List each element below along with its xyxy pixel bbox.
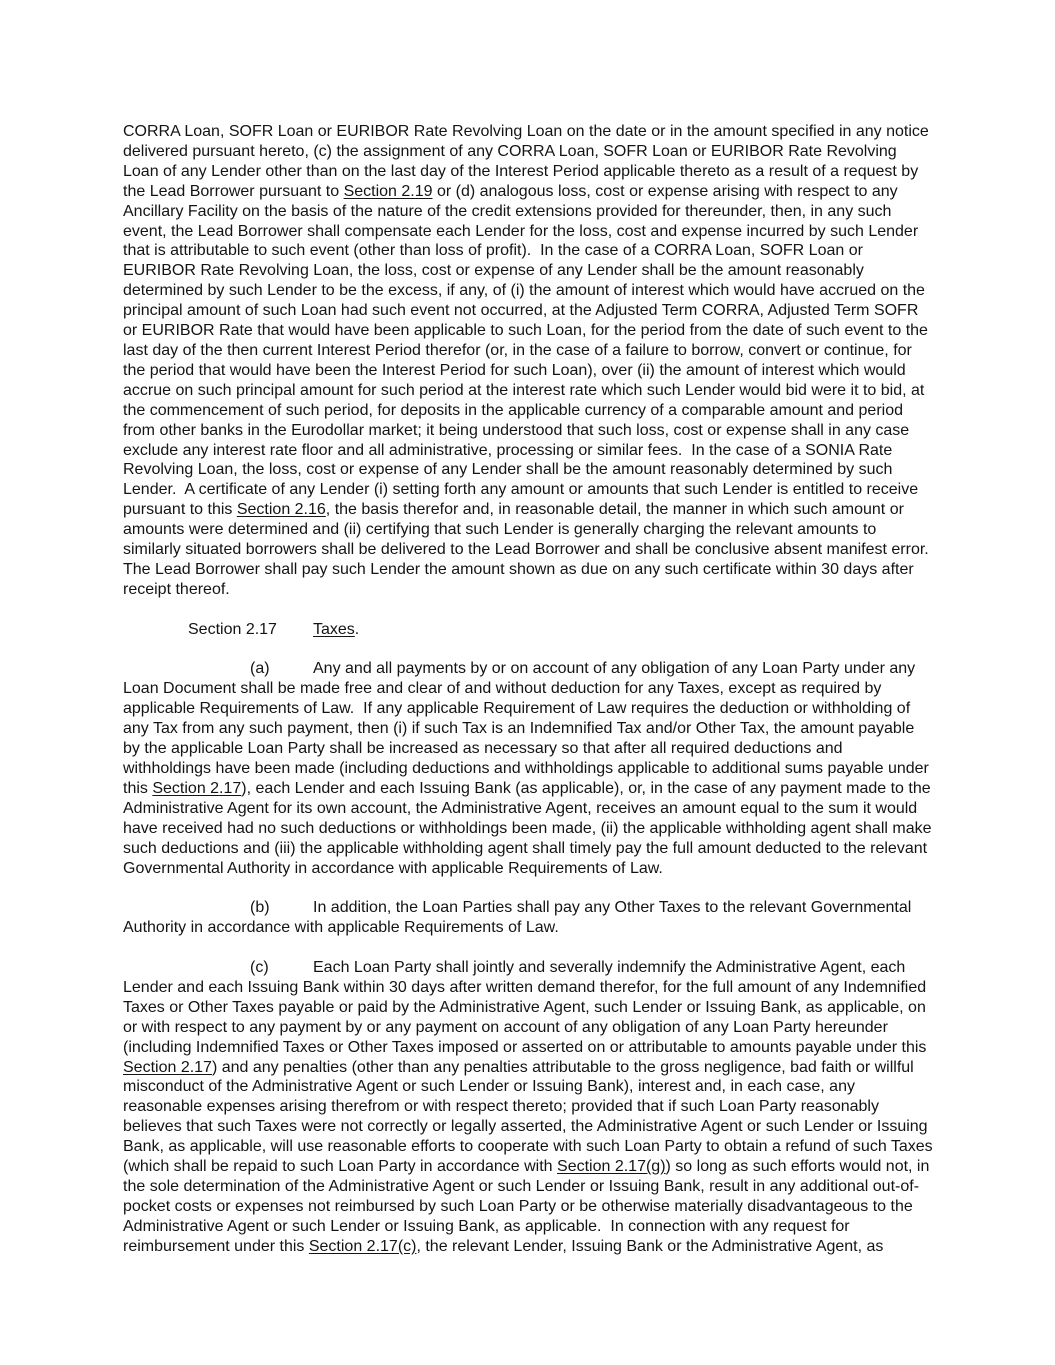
section-reference: Section 2.19	[343, 182, 433, 200]
paragraph-continuation	[123, 122, 938, 600]
paragraph-a	[123, 659, 936, 878]
paragraph-b	[123, 898, 933, 938]
section-title: Taxes	[313, 620, 355, 638]
section-reference: Section 2.17(c)	[308, 1237, 417, 1255]
text-run: , the basis therefor and, in reasonable detail, the manner in which such amount or amounts were determined and (ii) certifying that such Lender is generally charging the relevant amounts to similarly situated borrowers shall be delivered to the Lead Borrower and shall be conclusive absent manifest error. The Lead Borrower shall pay such Lender the amount shown as due on any such certificate within 30 days after receipt thereof.	[123, 501, 938, 598]
section-title-period: .	[354, 620, 360, 638]
paragraph-label-a: (a)	[250, 660, 270, 678]
paragraph-text	[123, 959, 937, 1255]
paragraph-text	[123, 123, 937, 598]
text-run: ) so long as such efforts would not, in the sole determination of the Administrative Agent or such Lender or Issuing Bank, result in any additional out-of-pocket costs or expenses not reimbursed by such Loan Party or be otherwise materially disadvantageous to the Administrative Agent or such Lender or Issuing Bank, as applicable. In connection with any request for reimbursement under this	[123, 1158, 934, 1255]
section-number: Section 2.17	[188, 620, 277, 638]
section-reference: Section 2.17	[123, 1058, 212, 1076]
text-run: , the relevant Lender, Issuing Bank or the Administrative Agent, as	[416, 1237, 884, 1255]
paragraph-label-b: (b)	[250, 899, 270, 917]
text-run: In addition, the Loan Parties shall pay any Other Taxes to the relevant Governmental Authority in accordance with applicable Requirements of Law.	[123, 899, 915, 937]
text-run: Any and all payments by or on account of any obligation of any Loan Party under any Loan Document shall be made free and clear of and without deduction for any Taxes, except as required by applicable Requirements of Law. If any applicable Requirement of Law requires the deduction or withholding of any Tax from any such payment, then (i) if such Tax is an Indemnified Tax and/or Other Tax, the amount payable by the applicable Loan Party shall be increased as necessary so that after all required deductions and withholdings have been made (including deductions and withholdings applicable to additional sums payable under this	[123, 660, 934, 797]
text-run: ) and any penalties (other than any penalties attributable to the gross negligence, bad faith or willful misconduct of the Administrative Agent or such Lender or Issuing Bank), interest and, in each case, any reasonable expenses arising therefrom or with respect thereto; provided that if such Loan Party reasonably believes that such Taxes were not correctly or legally asserted, the Administrative Agent or such Lender or Issuing Bank, as applicable, will use reasonable efforts to cooperate with such Loan Party to obtain a refund of such Taxes (which shall be repaid to such Loan Party in accordance with	[123, 1058, 938, 1176]
text-run: ), each Lender and each Issuing Bank (as applicable), or, in the case of any payment made to the Administrative Agent for its own account, the Administrative Agent, receives an amount equal to the sum it would have received had no such deductions or withholdings been made, (ii) the applicable withholding agent shall make such deductions and (iii) the applicable withholding agent shall timely pay the full amount deducted to the relevant Governmental Authority in accordance with applicable Requirements of Law.	[123, 779, 936, 877]
section-reference: Section 2.17(g)	[557, 1158, 666, 1176]
paragraph-text	[123, 899, 915, 936]
paragraph-c	[123, 958, 938, 1257]
section-reference: Section 2.16	[236, 501, 326, 519]
text-run: Each Loan Party shall jointly and severally indemnify the Administrative Agent, each Lender and each Issuing Bank within 30 days after written demand therefor, for the full amount of any Indemnified Taxes or Other Taxes payable or paid by the Administrative Agent, such Lender or Issuing Bank, as applicable, on or with respect to any payment by or any payment on account of any obligation of any Loan Party hereunder (including Indemnified Taxes or Other Taxes imposed or asserted on or attributable to amounts payable under this	[123, 959, 931, 1056]
section-heading	[188, 620, 933, 640]
paragraph-label-c: (c)	[250, 959, 269, 976]
text-run: CORRA Loan, SOFR Loan or EURIBOR Rate Revolving Loan on the date or in the amount specified in any notice delivered pursuant hereto, (c) the assignment of any CORRA Loan, SOFR Loan or EURIBOR Rate Revolving Loan of any Lender other than on the last day of the Interest Period applicable thereto as a result of a request by the Lead Borrower pursuant to	[123, 123, 934, 200]
paragraph-text	[123, 660, 936, 876]
section-reference: Section 2.17	[152, 779, 242, 797]
text-run: or (d) analogous loss, cost or expense arising with respect to any Ancillary Facility on the basis of the nature of the credit extensions provided for thereunder, then, in any such event, the Lead Borrower shall compensate each Lender for the loss, cost and expense incurred by such Lender that is attributable to such event (other than loss of profit). In the case of a CORRA Loan, SOFR Loan or EURIBOR Rate Revolving Loan, the loss, cost or expense of any Lender shall be the amount reasonably determined by such Lender to be the excess, if any, of (i) the amount of interest which would have accrued on the principal amount of such Loan had such event not occurred, at the Adjusted Term CORRA, Adjusted Term SOFR or EURIBOR Rate that would have been applicable to such Loan, for the period from the date of such event to the last day of the then current Interest Period therefor (or, in the case of a failure to borrow, convert or continue, for the period that would have been the Interest Period for such Loan), over (ii) the amount of interest which would accrue on such principal amount for such period at the interest rate which such Lender would bid were it to bid, at the commencement of such period, for deposits in the applicable currency of a comparable amount and period from other banks in the Eurodollar market; it being understood that such loss, cost or expense shall in any case exclude any interest rate floor and all administrative, processing or similar fees. In the case of a SONIA Rate Revolving Loan, the loss, cost or expense of any Lender shall be the amount reasonably determined by such Lender. A certificate of any Lender (i) setting forth any amount or amounts that such Lender is entitled to receive pursuant to this	[123, 182, 933, 519]
